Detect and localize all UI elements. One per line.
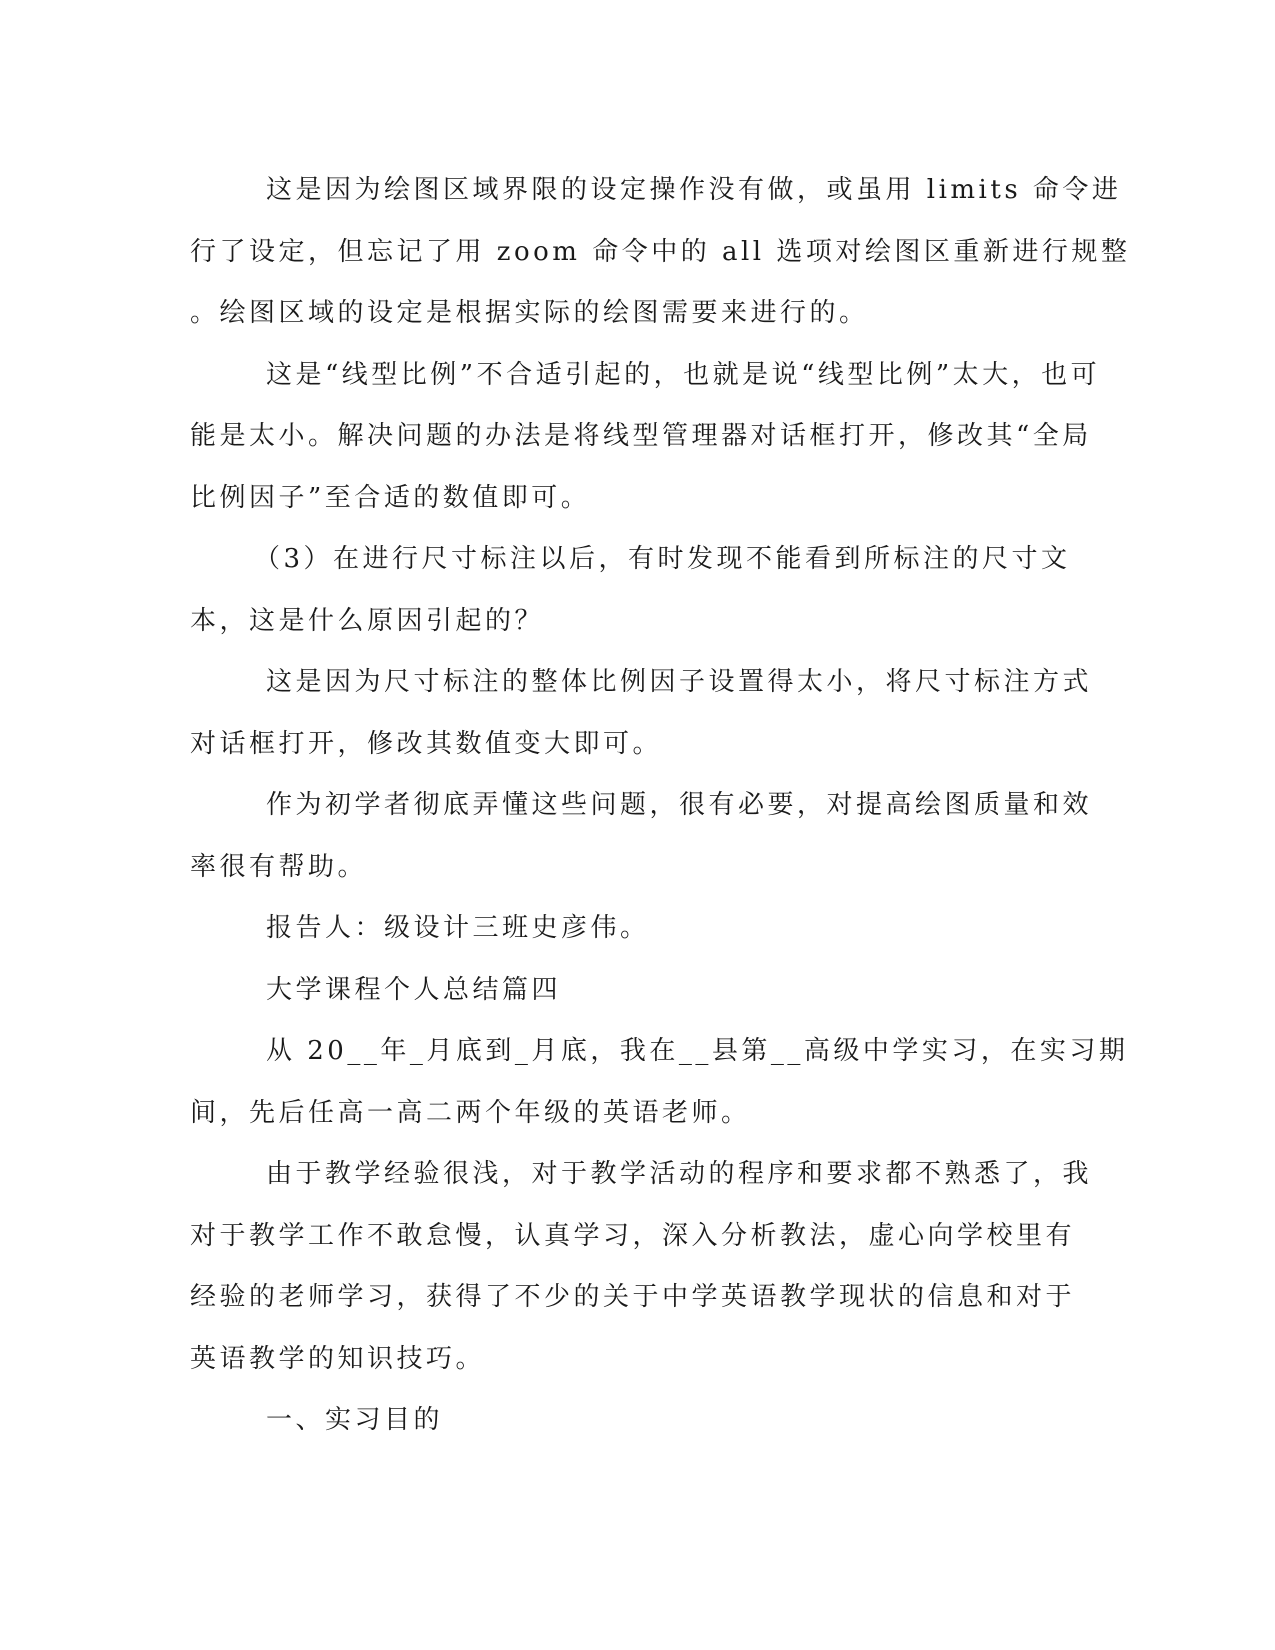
subsection-heading xyxy=(190,1390,1090,1452)
text-line: 对于教学工作不敢怠慢，认真学习，深入分析教法，虚心向学校里有 xyxy=(190,1220,1076,1251)
text-line: 由于教学经验很浅，对于教学活动的程序和要求都不熟悉了，我 xyxy=(266,1159,1093,1189)
text-line: （3）在进行尺寸标注以后，有时发现不能看到所标注的尺寸文 xyxy=(254,544,1071,574)
text-line: 经验的老师学习，获得了不少的关于中学英语教学现状的信息和对于 xyxy=(190,1282,1076,1312)
text-line: 这是“线型比例”不合适引起的，也就是说“线型比例”太大，也可 xyxy=(266,359,1101,390)
text-line: 对话框打开，修改其数值变大即可。 xyxy=(190,728,663,759)
text-line: 能是太小。解决问题的办法是将线型管理器对话框打开，修改其“全局 xyxy=(190,421,1092,451)
text-line: 这是因为尺寸标注的整体比例因子设置得太小，将尺寸标注方式 xyxy=(266,667,1093,697)
text-line: 一、实习目的 xyxy=(266,1405,444,1435)
text-line: 比例因子”至合适的数值即可。 xyxy=(190,482,591,513)
text-line: 间，先后任高一高二两个年级的英语老师。 xyxy=(190,1097,751,1128)
question-paragraph xyxy=(190,529,1090,652)
paragraph-2 xyxy=(190,345,1101,530)
text-line: 这是因为绘图区域界限的设定操作没有做，或虽用 limits 命令进 xyxy=(266,175,1122,205)
text-line: 率很有帮助。 xyxy=(190,851,368,882)
text-line: 行了设定，但忘记了用 zoom 命令中的 all 选项对绘图区重新进行规整 xyxy=(190,236,1131,267)
text-line: 。绘图区域的设定是根据实际的绘图需要来进行的。 xyxy=(190,298,869,328)
paragraph-5 xyxy=(190,775,1093,898)
paragraph-4 xyxy=(190,652,1093,775)
text-line: 作为初学者彻底弄懂这些问题，很有必要，对提高绘图质量和效 xyxy=(266,790,1093,820)
paragraph-1 xyxy=(190,160,1131,345)
document-body xyxy=(190,160,1131,1452)
text-line: 从 20__年_月底到_月底，我在__县第__高级中学实习，在实习期 xyxy=(266,1036,1129,1066)
text-line: 大学课程个人总结篇四 xyxy=(266,974,562,1005)
paragraph-8 xyxy=(190,1021,1129,1144)
text-line: 英语教学的知识技巧。 xyxy=(190,1343,486,1374)
reporter-line xyxy=(190,898,1090,960)
text-line: 本，这是什么原因引起的？ xyxy=(190,605,545,636)
section-heading xyxy=(190,960,1090,1022)
paragraph-9 xyxy=(190,1144,1093,1390)
text-line: 报告人：级设计三班史彦伟。 xyxy=(266,913,650,943)
